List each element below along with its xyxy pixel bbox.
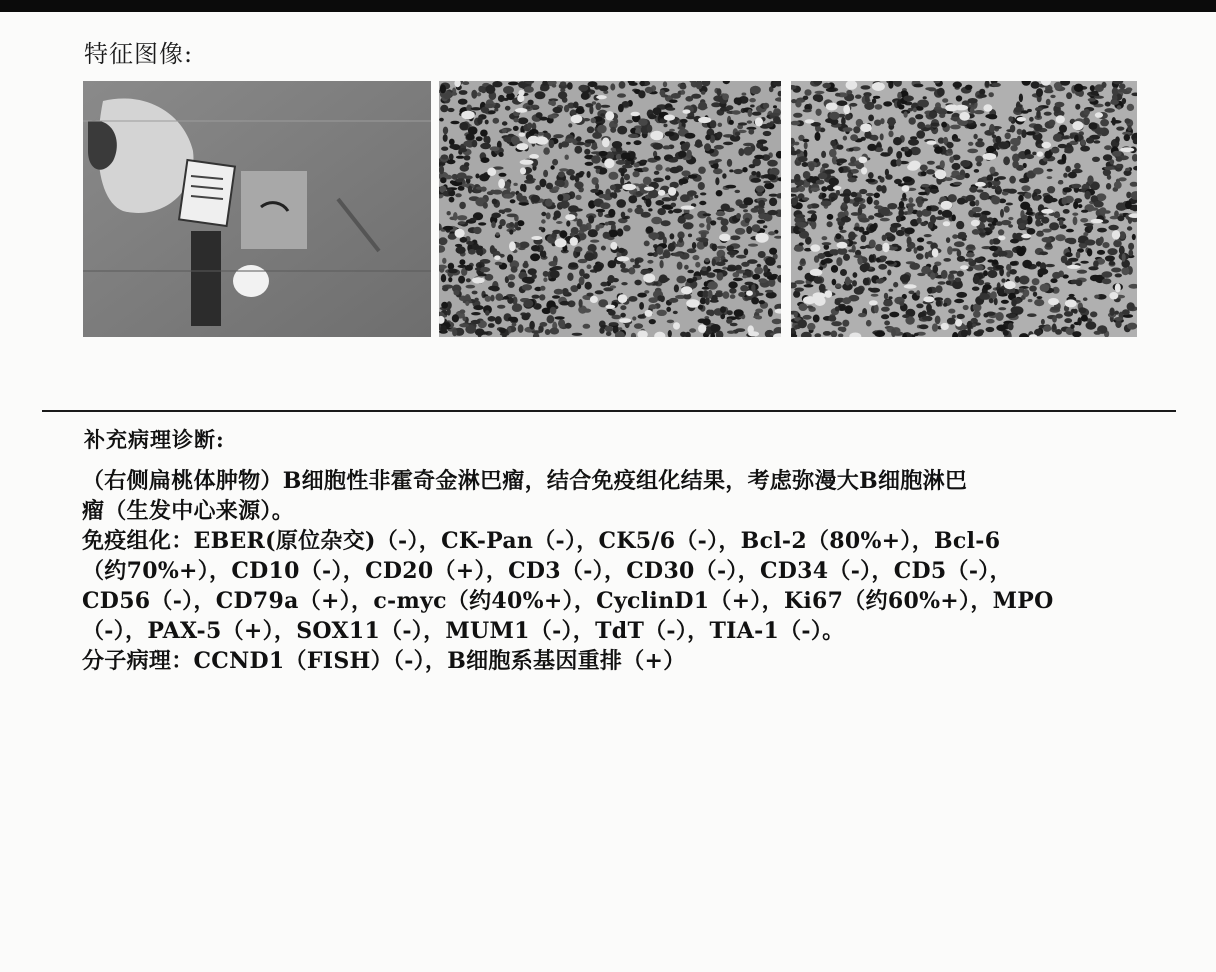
gross-specimen-image — [83, 81, 431, 337]
supplementary-diagnosis-title: 补充病理诊断: — [84, 427, 225, 452]
micrograph-image-2 — [791, 81, 1137, 337]
histology-micrograph-icon — [791, 81, 1137, 337]
immunohistochemistry-line: （约70%+），CD10（-），CD20（+），CD3（-），CD30（-），CD34（-），CD5（-）， — [82, 558, 1012, 584]
gross-specimen-photo-icon — [83, 81, 431, 337]
diagnosis-body — [82, 466, 1142, 676]
histology-micrograph-icon — [439, 81, 781, 337]
immunohistochemistry-line: CD56（-），CD79a（+），c-myc（约40%+），CyclinD1（+），Ki67（约60%+），MPO — [82, 588, 1054, 614]
diagnosis-line: （右侧扁桃体肿物）B细胞性非霍奇金淋巴瘤，结合免疫组化结果，考虑弥漫大B细胞淋巴 — [82, 468, 968, 494]
molecular-pathology-line: 分子病理：CCND1（FISH）（-），B细胞系基因重排（+） — [82, 648, 686, 674]
top-edge-bar — [0, 0, 1216, 12]
immunohistochemistry-line: （-），PAX-5（+），SOX11（-），MUM1（-），TdT（-），TIA-1（-）。 — [82, 618, 845, 644]
micrograph-image-1 — [439, 81, 781, 337]
feature-images-row — [83, 81, 1137, 337]
diagnosis-line: 瘤（生发中心来源）。 — [82, 498, 295, 524]
immunohistochemistry-line: 免疫组化：EBER(原位杂交)（-），CK-Pan（-），CK5/6（-），Bcl-2（80%+），Bcl-6 — [82, 528, 1001, 554]
feature-images-title: 特征图像: — [84, 40, 194, 68]
section-divider — [42, 410, 1176, 412]
